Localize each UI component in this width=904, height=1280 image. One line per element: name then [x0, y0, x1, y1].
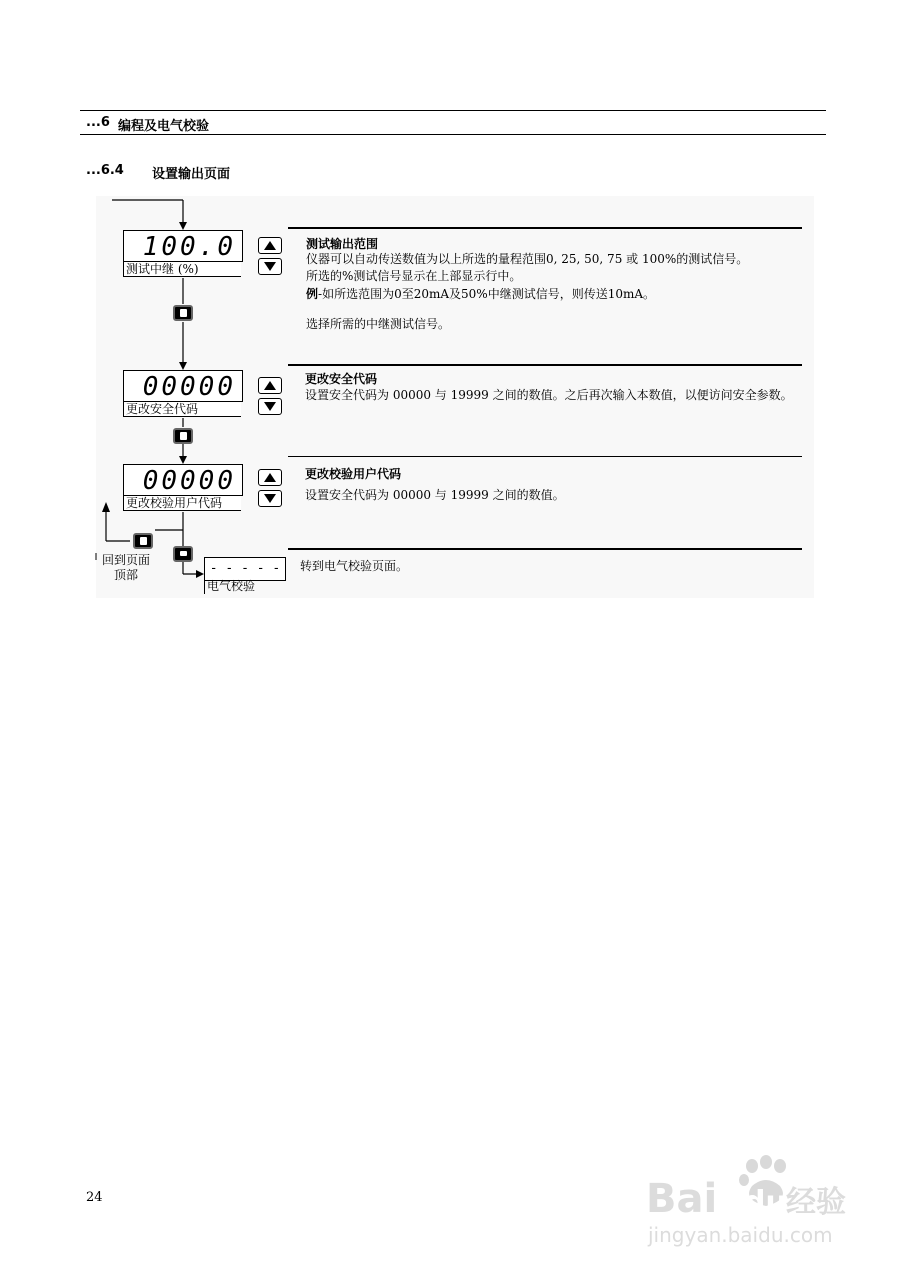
- description-example: [306, 286, 806, 303]
- section-number: ...6: [86, 115, 110, 130]
- info-key-icon: [180, 432, 187, 440]
- display-screen-security-code: 00000: [123, 370, 243, 402]
- description-line-3: 选择所需的中继测试信号。: [306, 317, 451, 331]
- display-label-relay-test: 测试中继 (%): [123, 262, 241, 277]
- display-screen-calibration-code: 00000: [123, 464, 243, 496]
- scroll-key-button[interactable]: [173, 546, 193, 562]
- down-arrow-icon: [264, 402, 276, 411]
- down-arrow-icon: [264, 262, 276, 271]
- down-button-3[interactable]: [258, 490, 282, 507]
- flow-lines: [0, 0, 904, 620]
- info-key-button-2[interactable]: [173, 428, 193, 444]
- info-key-button-1[interactable]: [173, 305, 193, 321]
- baidu-watermark-logo: [640, 1148, 860, 1258]
- description-rule-3: [288, 456, 802, 457]
- description-line-1: 仪器可以自动传送数值为以上所选的量程范围0, 25, 50, 75 或 100%的测试信号。: [306, 252, 749, 266]
- description-rule-4: [288, 548, 802, 550]
- description-goto-electrical-calibration: 转到电气校验页面。: [300, 559, 409, 573]
- up-button-3[interactable]: [258, 469, 282, 486]
- description-calibration-code-text: 设置安全代码为 00000 与 19999 之间的数值。: [305, 488, 565, 502]
- up-arrow-icon: [264, 473, 276, 482]
- down-button-1[interactable]: [258, 258, 282, 275]
- up-arrow-icon: [264, 381, 276, 390]
- example-label: 例: [306, 287, 319, 301]
- description-rule-1: [288, 227, 802, 229]
- subsection-title: 设置输出页面: [152, 167, 231, 182]
- description-title-calibration-code: 更改校验用户代码: [305, 467, 402, 481]
- up-arrow-icon: [264, 241, 276, 250]
- down-button-2[interactable]: [258, 398, 282, 415]
- page-number: 24: [86, 1190, 103, 1205]
- up-button-2[interactable]: [258, 377, 282, 394]
- description-title-relay-test: 测试输出范围: [306, 237, 379, 251]
- down-arrow-icon: [264, 494, 276, 503]
- return-to-top-label: 回到页面 顶部: [101, 553, 150, 582]
- scroll-key-icon: [180, 551, 187, 556]
- svg-text:du: du: [744, 1185, 787, 1220]
- info-key-icon: [180, 309, 187, 317]
- up-button-1[interactable]: [258, 237, 282, 254]
- description-rule-2: [288, 364, 802, 366]
- section-title: 编程及电气校验: [118, 119, 210, 134]
- svg-text:经验: 经验: [786, 1185, 846, 1220]
- description-line-2: 所选的%测试信号显示在上部显示行中。: [306, 269, 522, 283]
- subsection-number: ...6.4: [86, 163, 124, 178]
- display-label-calibration-code: 更改校验用户代码: [123, 496, 241, 511]
- description-title-security-code: 更改安全代码: [305, 372, 378, 386]
- info-key-icon: [140, 537, 147, 545]
- display-screen-relay-test: 100.0: [123, 230, 243, 262]
- info-key-button-return[interactable]: [133, 533, 153, 549]
- display-screen-electrical-calibration: - - - - -: [204, 557, 286, 581]
- example-text: -如所选范围为0至20mA及50%中继测试信号，则传送10mA。: [318, 287, 656, 301]
- description-security-code-text: 设置安全代码为 00000 与 19999 之间的数值。之后再次输入本数值，以便访问安全参数。: [305, 388, 793, 402]
- svg-text:jingyan.baidu.com: jingyan.baidu.com: [648, 1223, 833, 1247]
- display-label-electrical-calibration: 电气校验: [204, 579, 255, 594]
- svg-text:Bai: Bai: [646, 1176, 718, 1222]
- display-label-security-code: 更改安全代码: [123, 402, 241, 417]
